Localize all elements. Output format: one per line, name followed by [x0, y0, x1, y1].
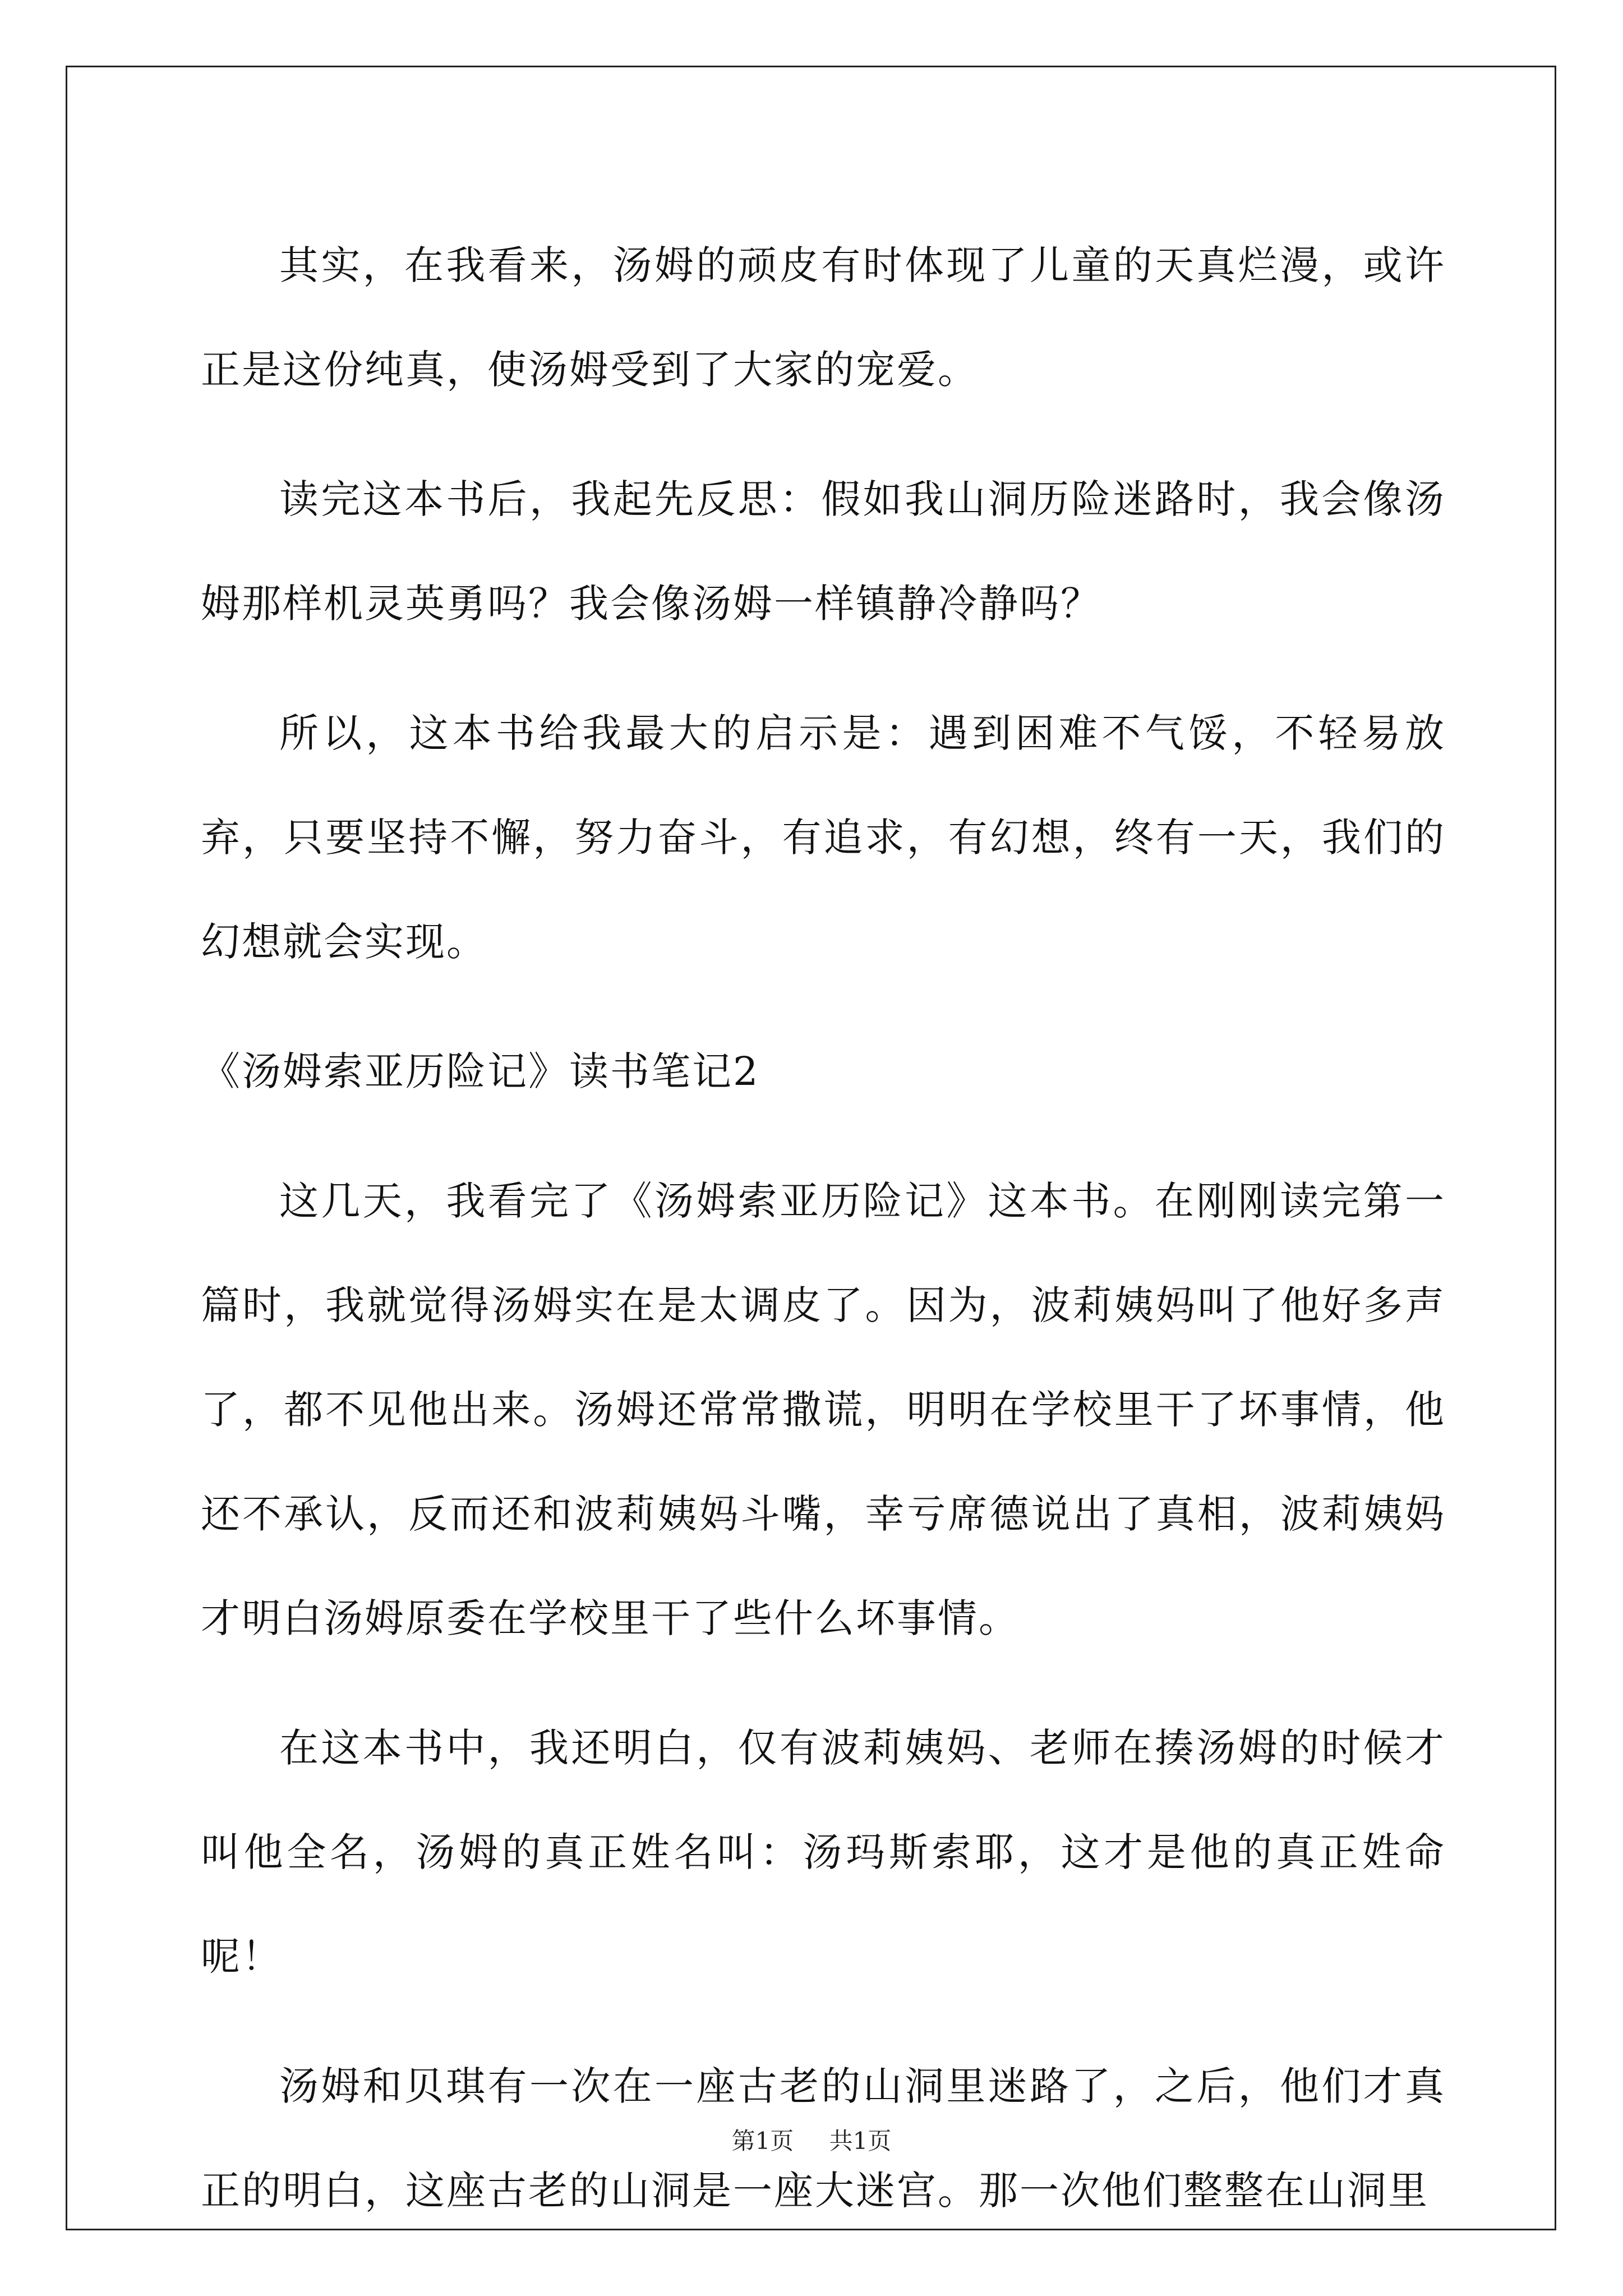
paragraph: 所以，这本书给我最大的启示是：遇到困难不气馁，不轻易放弃，只要坚持不懈，努力奋斗，有追求，有幻想，终有一天，我们的幻想就会实现。: [201, 710, 1446, 965]
paragraph: 在这本书中，我还明白，仅有波莉姨妈、老师在揍汤姆的时候才叫他全名，汤姆的真正姓名叫：汤玛斯索耶，这才是他的真正姓命呢！: [201, 1725, 1446, 1980]
paragraph: 这几天，我看完了《汤姆索亚历险记》这本书。在刚刚读完第一篇时，我就觉得汤姆实在是太调皮了。因为，波莉姨妈叫了他好多声了，都不见他出来。汤姆还常常撒谎，明明在学校里干了坏事情，他还不承认，反而还和波莉姨妈斗嘴，幸亏席德说出了真相，波莉姨妈才明白汤姆原委在学校里干了些什么坏事情。: [201, 1178, 1446, 1641]
page-total: 共1页: [829, 2127, 892, 2155]
paragraph: 读完这本书后，我起先反思：假如我山洞历险迷路时，我会像汤姆那样机灵英勇吗？我会像汤姆一样镇静冷静吗？: [201, 476, 1446, 627]
page-footer: [0, 2123, 1623, 2156]
document-body: [201, 213, 1446, 2268]
section-heading: 《汤姆索亚历险记》读书笔记2: [201, 1048, 760, 1094]
paragraph: 汤姆和贝琪有一次在一座古老的山洞里迷路了，之后，他们才真正的明白，这座古老的山洞是一座大迷宫。那一次他们整整在山洞里: [201, 2063, 1446, 2214]
paragraph: 其实，在我看来，汤姆的顽皮有时体现了儿童的天真烂漫，或许正是这份纯真，使汤姆受到了大家的宠爱。: [201, 242, 1446, 393]
page-number: 第1页: [731, 2127, 794, 2155]
